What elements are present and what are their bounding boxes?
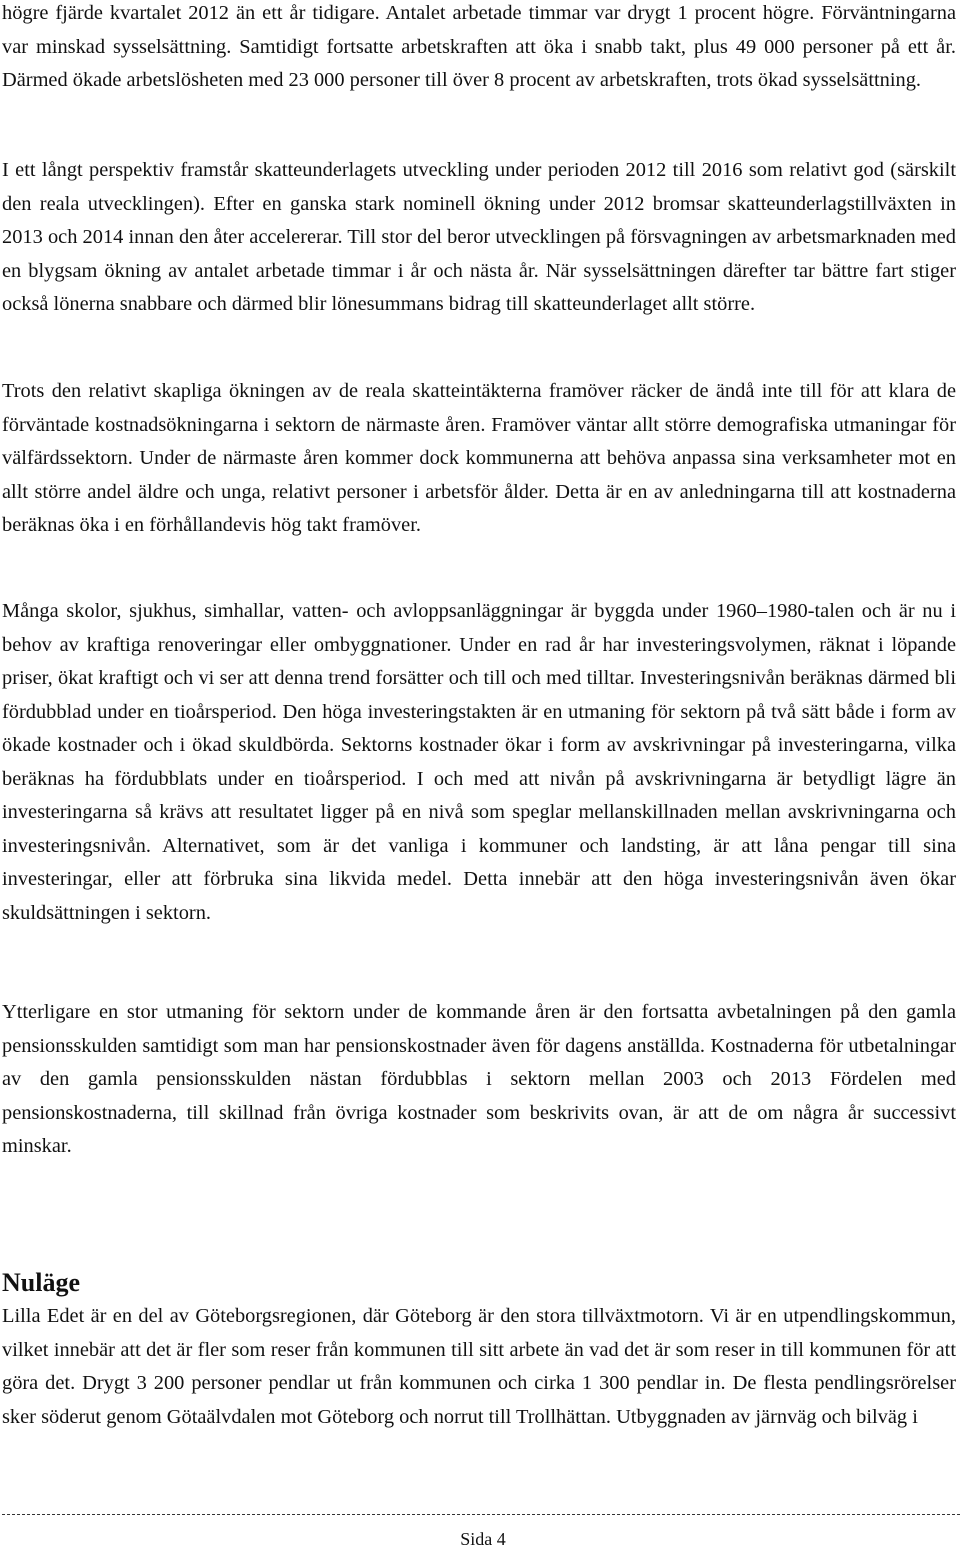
paragraph-pension-debt: Ytterligare en stor utmaning för sektorn under de kommande åren är den fortsatta avbetalningen på den gamla pensionsskulden samtidigt som man har pensionskostnader även för dagens anställda. Kostnaderna för utbetalningar av den gamla pensionsskulden nästan fördubblas i sektorn mellan 2003 och 2013 Fördelen med pensionskostnaderna, till skillnad från övriga kostnader som beskrivits ovan, är att de om några år successivt minskar. [2, 1001, 956, 1157]
footer-divider [2, 1514, 960, 1515]
paragraph-labor-market: högre fjärde kvartalet 2012 än ett år tidigare. Antalet arbetade timmar var drygt 1 procent högre. Förväntningarna var minskad sysselsättning. Samtidigt fortsatte arbetskraften att öka i snabb takt, plus 49 000 personer på ett år. Därmed ökade arbetslösheten med 23 000 personer till över 8 procent av arbetskraften, trots ökad sysselsättning. [2, 2, 956, 91]
paragraph-cost-increases: Trots den relativt skapliga ökningen av de reala skatteintäkterna framöver räcker de ändå inte till för att klara de förväntade kostnadsökningarna i sektorn de närmaste åren. Framöver väntar allt större demografiska utmaningar för välfärdssektorn. Under de närmaste åren kommer dock kommunerna att behöva anpassa sina verksamheter mot en allt större andel äldre och unga, relativt personer i arbetsför ålder. Detta är en av anledningarna till att kostnaderna beräknas öka i en förhållandevis hög takt framöver. [2, 380, 956, 536]
section-heading: Nuläge [2, 1268, 80, 1297]
paragraph-current-situation: Lilla Edet är en del av Göteborgsregionen, där Göteborg är den stora tillväxtmotorn. Vi är en utpendlingskommun, vilket innebär att det är fler som reser från kommunen till sitt arbete än vad det är som reser in till kommunen för att göra det. Drygt 3 200 personer pendlar ut från kommunen och cirka 1 300 pendlar in. De flesta pendlingsrörelser sker söderut genom Götaälvdalen mot Göteborg och norrut till Trollhättan. Utbyggnaden av järnväg och bilväg i [2, 1305, 956, 1428]
paragraph-tax-base: I ett långt perspektiv framstår skatteunderlagets utveckling under perioden 2012 till 2016 som relativt god (särskilt den reala utvecklingen). Efter en ganska stark nominell ökning under 2012 bromsar skatteunderlagstillväxten in 2013 och 2014 innan den åter accelererar. Till stor del beror utvecklingen på försvagningen av arbetsmarknaden med en blygsam ökning av antalet arbetade timmar i år och nästa år. När sysselsättningen därefter tar bättre fart stiger också lönerna snabbare och därmed blir lönesummans bidrag till skatteunderlaget allt större. [2, 159, 956, 315]
paragraph-investments: Många skolor, sjukhus, simhallar, vatten- och avloppsanläggningar är byggda under 1960–1980-talen och är nu i behov av kraftiga renoveringar eller ombyggnationer. Under en rad år har investeringsvolymen, räknat i löpande priser, ökat kraftigt och vi ser att denna trend forsätter och till och med tilltar. Investeringsnivån beräknas därmed bli fördubblad under en tioårsperiod. Den höga investeringstakten är en utmaning för sektorn på två sätt både i form av ökade kostnader och i ökad skuldbörda. Sektorns kostnader ökar i form av avskrivningar på investeringarna, vilka beräknas ha fördubblats under en tioårsperiod. I och med att nivån på avskrivningarna är betydligt lägre än investeringarna så krävs att resultatet ligger på en nivå som speglar mellanskillnaden mellan avskrivningarna och investeringsnivån. Alternativet, som är det vanliga i kommuner och landsting, är att låna pengar till sina investeringar, eller att förbruka sina likvida medel. Detta innebär att den höga investeringsnivån även ökar skuldsättningen i sektorn. [2, 600, 956, 924]
page-number: Sida 4 [460, 1529, 506, 1549]
